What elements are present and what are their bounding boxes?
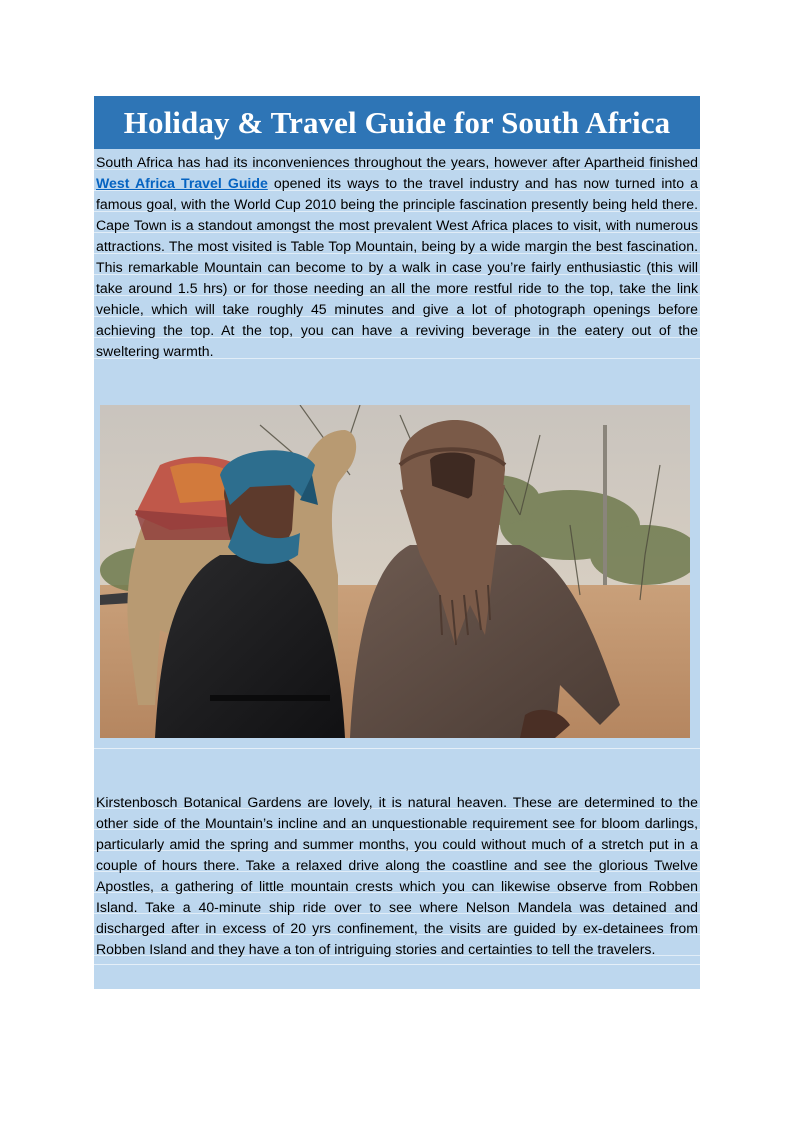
spacer [94, 964, 700, 989]
spacer [94, 738, 700, 788]
gardens-paragraph: Kirstenbosch Botanical Gardens are lovely, it is natural heaven. These are determined to the other side of the Mountain’s incline and an unquestionable requirement see for bloom darlings, particularly amid the spring and summer months, you could without much of a stretch put in a couple of hours there. Take a relaxed drive along the coastline and see the glorious Twelve Apostles, a gathering of little mountain crests which you can likewise observe from Robben Island. Take a 40-minute ship ride over to see where Nelson Mandela was detained and discharged after in excess of 20 yrs confinement, the visits are guided by ex-detainees from Robben Island and they have a ton of intriguing stories and certainties to tell the travelers. [94, 788, 700, 960]
document-page [94, 96, 700, 989]
photo-frame [94, 405, 700, 738]
page-title: Holiday & Travel Guide for South Africa [123, 104, 671, 140]
west-africa-travel-guide-link[interactable]: West Africa Travel Guide [96, 175, 268, 191]
intro-text-start: South Africa has had its inconveniences throughout the years, however after Apartheid finished [96, 154, 698, 170]
intro-text-end: opened its ways to the travel industry and has now turned into a famous goal, with the World Cup 2010 being the principle fascination presently being held there. Cape Town is a standout amongst the most prevalent West Africa places to visit, with numerous attractions. The most visited is Table Top Mountain, being by a wide margin the best fascination. This remarkable Mountain can become to by a walk in case you’re fairly enthusiastic (this will take around 1.5 hrs) or for those needing an all the more restful ride to the top, take the link vehicle, which will take roughly 45 minutes and give a lot of photograph openings before achieving the top. At the top, you can have a reviving beverage in the eatery out of the sweltering warmth. [96, 175, 698, 359]
spacer [94, 362, 700, 405]
intro-paragraph [94, 149, 700, 362]
content-panel [94, 149, 700, 989]
title-banner [94, 96, 700, 149]
travelers-with-camel-photo [100, 405, 690, 738]
